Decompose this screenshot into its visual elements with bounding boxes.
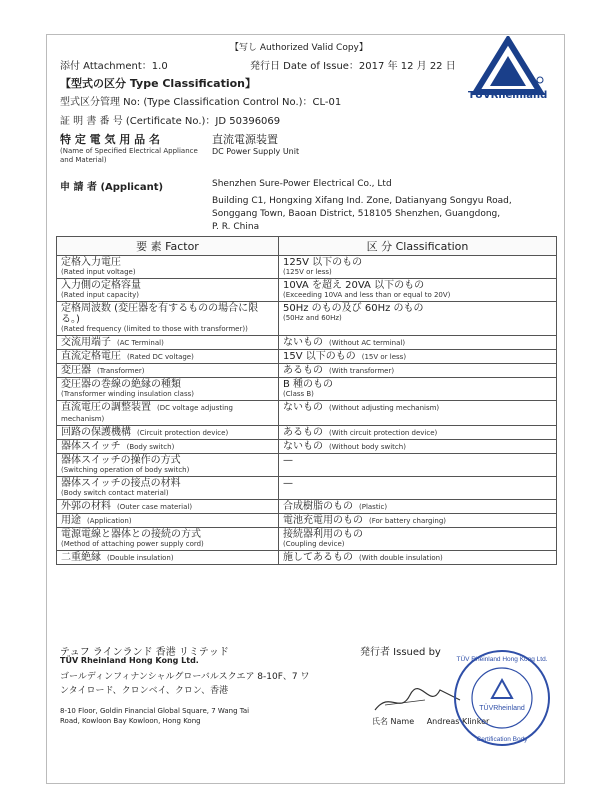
classification-cell: [279, 302, 557, 336]
factor-jp: 二重絶縁: [61, 552, 101, 563]
factor-cell: [57, 350, 279, 364]
factor-cell: [57, 336, 279, 350]
classification-cell: [279, 514, 557, 528]
classification-en: (125V or less): [283, 268, 332, 276]
factor-cell: [57, 551, 279, 565]
classification-jp: 15V 以下のもの: [283, 351, 356, 362]
classification-cell: [279, 336, 557, 350]
factor-jp: 直流定格電圧: [61, 351, 121, 362]
classification-en: (Exceeding 10VA and less than or equal to 20V): [283, 291, 451, 299]
applicant-address-line: Building C1, Hongxing Xifang Ind. Zone, Datianyang Songyu Road,: [212, 196, 512, 206]
tuv-logo-text: TÜVRheinland: [468, 90, 548, 101]
factor-en: (Rated frequency (limited to those with transformer)): [61, 325, 248, 333]
factor-en: (Transformer winding insulation class): [61, 390, 194, 398]
table-row: [57, 350, 557, 364]
factor-en: (Body switch): [126, 443, 175, 451]
classification-cell: [279, 378, 557, 401]
factor-jp: 交流用端子: [61, 337, 111, 348]
classification-table: [56, 236, 557, 565]
table-row: [57, 514, 557, 528]
classification-jp: 接続器利用のもの: [283, 529, 363, 540]
classification-jp: 50Hz のもの及び 60Hz のもの: [283, 303, 424, 314]
classification-cell: [279, 551, 557, 565]
classification-cell: [279, 500, 557, 514]
factor-cell: [57, 256, 279, 279]
classification-cell: [279, 440, 557, 454]
classification-jp: ないもの: [283, 337, 323, 348]
issuer-address-en: 8-10 Floor, Goldin Financial Global Square, 7 Wang Tai Road, Kowloon Bay Kowloon, Hong Kong: [60, 707, 250, 725]
classification-cell: [279, 426, 557, 440]
factor-jp: 変圧器: [61, 365, 91, 376]
classification-cell: [279, 279, 557, 302]
factor-cell: [57, 440, 279, 454]
applicant-address-line: Songgang Town, Baoan District, 518105 Shenzhen, Guangdong,: [212, 209, 501, 219]
issuer-company-en: TÜV Rheinland Hong Kong Ltd.: [60, 656, 199, 665]
factor-en: (Rated DC voltage): [127, 353, 194, 361]
factor-en: (DC voltage adjusting mechanism): [61, 404, 233, 423]
header-classification: 区 分 Classification: [279, 237, 557, 256]
classification-en: (Class B): [283, 390, 314, 398]
stamp-top-text: TÜV Rheinland Hong Kong Ltd.: [456, 656, 548, 663]
factor-en: (Method of attaching power supply cord): [61, 540, 204, 548]
factor-cell: [57, 500, 279, 514]
classification-jp: —: [283, 478, 293, 489]
issued-by-label: 発行者 Issued by: [360, 647, 441, 658]
factor-cell: [57, 514, 279, 528]
stamp-bottom-text: Certification Body: [476, 736, 528, 743]
factor-jp: 直流電圧の調整装置: [61, 402, 151, 413]
factor-cell: [57, 426, 279, 440]
item-value: [212, 131, 299, 156]
item-value-jp: 直流電源装置: [212, 133, 278, 146]
factor-cell: [57, 477, 279, 500]
classification-cell: [279, 454, 557, 477]
classification-en: (Without adjusting mechanism): [329, 404, 440, 412]
table-row: [57, 454, 557, 477]
classification-jp: 施してあるもの: [283, 552, 353, 563]
table-row: [57, 256, 557, 279]
factor-cell: [57, 378, 279, 401]
factor-jp: 回路の保護機構: [61, 427, 131, 438]
name-label: 氏名 Name: [372, 717, 415, 726]
table-row: [57, 426, 557, 440]
factor-jp: 外郭の材料: [61, 501, 111, 512]
factor-jp: 器体スイッチの接点の材料: [61, 478, 181, 489]
classification-en: (Coupling device): [283, 540, 345, 548]
table-row: [57, 500, 557, 514]
certificate-number: 証 明 書 番 号 (Certificate No.)：JD 50396069: [60, 116, 281, 127]
classification-jp: ないもの: [283, 441, 323, 452]
factor-jp: 定格入力電圧: [61, 257, 121, 268]
type-heading: 【型式の区分 Type Classification】: [60, 77, 257, 90]
applicant-value: [212, 178, 512, 234]
factor-cell: [57, 528, 279, 551]
classification-en: (With transformer): [329, 367, 395, 375]
classification-jp: 125V 以下のもの: [283, 257, 363, 268]
factor-jp: 電源電線と器体との接続の方式: [61, 529, 201, 540]
name-value: Andreas Klinker: [426, 717, 490, 726]
table-row: [57, 440, 557, 454]
factor-en: (Transformer): [97, 367, 145, 375]
factor-cell: [57, 401, 279, 426]
factor-en: (Circuit protection device): [137, 429, 229, 437]
item-label-jp: 特 定 電 気 用 品 名: [60, 133, 160, 146]
factor-jp: 変圧器の巻線の絶縁の種類: [61, 379, 181, 390]
table-row: [57, 279, 557, 302]
issuer-company-jp: テュフ ラインランド 香港 リミテッド: [60, 647, 229, 658]
table-row: [57, 302, 557, 336]
factor-jp: 用途: [61, 515, 81, 526]
factor-en: (Double insulation): [107, 554, 174, 562]
factor-jp: 定格周波数 (変圧器を有するものの場合に限る。): [61, 303, 259, 325]
table-header-row: [57, 237, 557, 256]
factor-en: (Outer case material): [117, 503, 193, 511]
table-row: [57, 477, 557, 500]
factor-en: (Application): [87, 517, 132, 525]
factor-cell: [57, 364, 279, 378]
classification-cell: [279, 364, 557, 378]
table-row: [57, 336, 557, 350]
certification-stamp-icon: [452, 648, 552, 748]
classification-jp: B 種のもの: [283, 379, 334, 390]
factor-cell: [57, 454, 279, 477]
classification-jp: 合成樹脂のもの: [283, 501, 353, 512]
classification-jp: あるもの: [283, 365, 323, 376]
table-row: [57, 551, 557, 565]
classification-en: (50Hz and 60Hz): [283, 314, 342, 322]
table-row: [57, 378, 557, 401]
classification-en: (15V or less): [361, 353, 407, 361]
table-row: [57, 364, 557, 378]
stamp-center-text: TÜVRheinland: [479, 705, 525, 712]
control-number: 型式区分管理 No: (Type Classification Control No.)：CL-01: [60, 97, 342, 108]
item-label-en: (Name of Specified Electrical Appliance and Material): [60, 147, 198, 164]
classification-cell: [279, 350, 557, 364]
applicant-name: Shenzhen Sure-Power Electrical Co., Ltd: [212, 179, 392, 189]
classification-en: (Without AC terminal): [329, 339, 406, 347]
classification-en: (Without body switch): [329, 443, 406, 451]
factor-en: (Body switch contact material): [61, 489, 169, 497]
factor-jp: 入力側の定格容量: [61, 280, 141, 291]
classification-en: (Plastic): [359, 503, 388, 511]
classification-jp: 10VA を超え 20VA 以下のもの: [283, 280, 425, 291]
classification-cell: [279, 528, 557, 551]
factor-cell: [57, 279, 279, 302]
classification-jp: ないもの: [283, 402, 323, 413]
attachment-label: 添付 Attachment：1.0: [60, 61, 168, 72]
item-label: [60, 131, 200, 165]
issuer-address-jp: ゴールディンフィナンシャルグローバルスクエア 8-10F、7 ワンタイロード、クロンベイ、クロン、香港: [60, 672, 310, 696]
classification-en: (For battery charging): [369, 517, 446, 525]
table-row: [57, 528, 557, 551]
applicant-address-line: P. R. China: [212, 222, 260, 232]
factor-en: (Rated input voltage): [61, 268, 136, 276]
header-factor: 要 素 Factor: [57, 237, 279, 256]
classification-en: (With double insulation): [359, 554, 443, 562]
factor-en: (Switching operation of body switch): [61, 466, 190, 474]
applicant-label: 申 請 者 (Applicant): [60, 182, 164, 193]
factor-jp: 器体スイッチ: [61, 441, 121, 452]
table-row: [57, 401, 557, 426]
classification-jp: 電池充電用のもの: [283, 515, 363, 526]
factor-en: (AC Terminal): [117, 339, 164, 347]
issue-date: 発行日 Date of Issue：2017 年 12 月 22 日: [250, 61, 456, 72]
classification-cell: [279, 477, 557, 500]
classification-cell: [279, 401, 557, 426]
classification-jp: —: [283, 455, 293, 466]
classification-cell: [279, 256, 557, 279]
copy-label: 【写し Authorized Valid Copy】: [230, 43, 368, 53]
factor-cell: [57, 302, 279, 336]
classification-jp: あるもの: [283, 427, 323, 438]
classification-en: (With circuit protection device): [329, 429, 438, 437]
item-value-en: DC Power Supply Unit: [212, 147, 300, 156]
factor-jp: 器体スイッチの操作の方式: [61, 455, 181, 466]
factor-en: (Rated input capacity): [61, 291, 139, 299]
